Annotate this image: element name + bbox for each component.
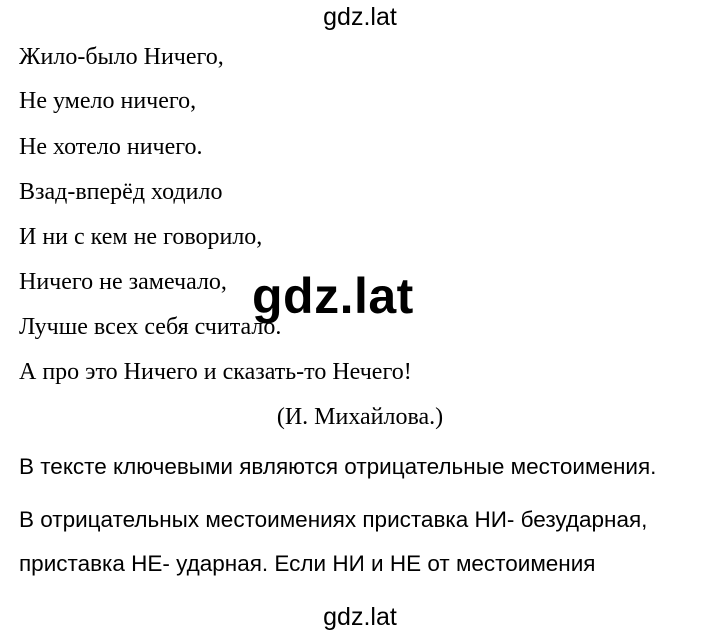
poem-line: Жило-было Ничего, (19, 44, 224, 70)
poem-line: И ни с кем не говорило, (19, 224, 263, 250)
poem-line: Ничего не замечало, (19, 269, 227, 295)
poem-line: А про это Ничего и сказать-то Нечего! (19, 359, 412, 385)
explanation-line: приставка НЕ- ударная. Если НИ и НЕ от местоимения (19, 551, 596, 576)
poem-line: Не хотело ничего. (19, 134, 203, 160)
poem-line: Лучше всех себя считало. (19, 314, 282, 340)
poem-author: (И. Михайлова.) (276, 404, 444, 430)
poem-line: Не умело ничего, (19, 88, 197, 114)
watermark-bottom: gdz.lat (323, 603, 397, 631)
poem-line: Взад-вперёд ходило (19, 179, 223, 205)
watermark-top: gdz.lat (323, 3, 397, 31)
explanation-line: В тексте ключевыми являются отрицательные местоимения. (19, 454, 657, 479)
explanation-line: В отрицательных местоимениях приставка НИ- безударная, (19, 507, 648, 532)
watermark-middle: gdz.lat (252, 268, 414, 324)
